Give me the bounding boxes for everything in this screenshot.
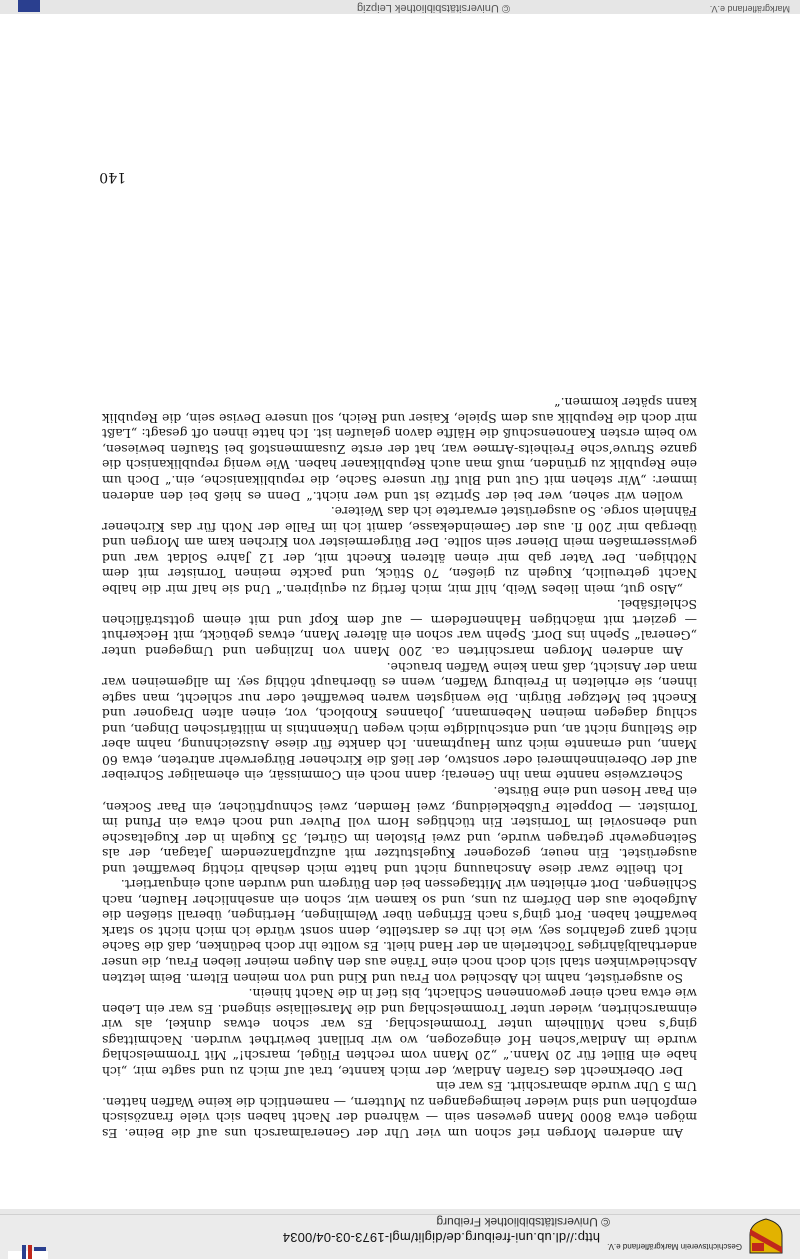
viewer-header bbox=[0, 1209, 800, 1259]
paragraph: Am anderen Morgen rief schon um vier Uhr der Generalmarsch uns auf die Beine. Es mögen etwa 8000 Mann gewesen sein — während der Nacht haben sich viele französisch empfohlen und sind wieder heimgegangen zu Muttern, — namentlich die keine Waffen hatten. Um 5 Uhr wurde abmarschirt. Es war ein bbox=[102, 1079, 697, 1141]
document-url[interactable]: http://dl.ub.uni-freiburg.de/diglit/mgl-1973-03-04/0034 bbox=[282, 1230, 600, 1245]
paragraph: wollen wir sehen, wer bei der Spritze ist und wer nicht.“ Denn es hieß bei den anderen immer: „Wir stehen mit Gut und Blut für unsere Sache, die republikanische, ein.“ Doch um eine Republik zu gründen, muß man auch Republikaner haben. Wie wenig republikanisch die ganze Struve’sche Freiheits-Armee war, hat der erste Zusammenstoß bei Staufen bewiesen, wo beim ersten Kanonenschuß die Hälfte davon gelaufen ist. Ich hatte ihnen oft gesagt: „Laßt mir doch die Republik aus dem Spiele, Kaiser und Reich, soll unsere Devise sein, die Republik kann später kommen.“ bbox=[102, 395, 697, 504]
viewer-footer bbox=[0, 0, 800, 14]
header-bar bbox=[0, 1214, 800, 1259]
library-logo-icon bbox=[8, 1245, 48, 1259]
copyright-text: © Universitätsbibliothek Freiburg bbox=[436, 1215, 610, 1229]
page-number: 140 bbox=[99, 169, 126, 185]
paragraph: „Also gut, mein liebes Weib, hilf mir, mich fertig zu equipiren.“ Und sie half mir die halbe Nacht getreulich, Kugeln zu gießen, 70 Stück, und packte meinen Tornister mit dem Nöthigen. Der Vater gab mir einen älteren Knecht mit, der 12 Jahre Soldat war und gewissermaßen mein Diener sein sollte. Der Bürgermeister von Kirchen kam am Morgen und übergab mir 200 fl. aus der Gemeindekasse, damit ich im Falle der Noth für das Kirchener Fähnlein sorge. So ausgerüstet erwartete ich das Weitere. bbox=[102, 504, 697, 597]
body-text bbox=[102, 395, 697, 1141]
footer-logo-icon bbox=[18, 0, 40, 12]
paragraph: Ich theilte zwar diese Anschauung nicht und hatte mich deshalb richtig bewaffnet und ausgerüstet. Ein neuer, gezogener Kugelstutzer mit aufzupflanzendem Jatagan, der als Seitengewehr getragen wurde, und zwei Pistolen im Gürtel, 35 Kugeln in der Kugeltasche und ebensoviel im Tornister. Ein tüchtiges Horn voll Pulver und noch etwa ein Pfund im Tornister. — Doppelte Fußbekleidung, zwei Hemden, zwei Schnupftücher, ein Paar Socken, ein Paar Hosen und eine Bürste. bbox=[102, 783, 697, 877]
paragraph: So ausgerüstet, nahm ich Abschied von Frau und Kind und von meinen Eltern. Beim letzten Abschiedwinken stahl sich doch noch eine Träne aus den Augen meiner lieben Frau, die unser anderthalbjähriges Töchterlein an der Hand hielt. Es wollte ihr doch bedünken, daß die Sache nicht ganz gefahrlos sey, wie ich ihr es darstellte, denn sonst würde ich mich nicht so stark bewaffnet haben. Fort ging’s nach Efringen über Welmlingen, Hertingen, überall stießen die Aufgebote aus den Dörfern zu uns, und so kamen wir, schon ein ansehnlicher Haufen, nach Schliengen. Dort erhielten wir Mittagessen bei den Bürgern und wurden auch einquartiert. bbox=[102, 877, 697, 986]
footer-society: Markgräflerland e.V. bbox=[709, 4, 790, 14]
footer-copyright: © Universitätsbibliothek Leipzig bbox=[356, 2, 510, 14]
paragraph: Scherzweise nannte man ihn General; dann noch ein Commissär, ein ehemaliger Schreiber auf der Obereinnehmerei oder sonstwo, der ließ die Kirchener Bürgerwehr antreten, etwa 60 Mann, und ernannte mich zum Hauptmann. Ich dankte für diese Auszeichnung, nahm aber die Stellung nicht an, und entschuldigte mich wegen Unkenntnis in militärischen Dingen, und schlug dagegen meinen Nebenmann, Johannes Knobloch, vor, einen alten Dragoner und Knecht bei Metzger Bürgin. Die wenigsten waren bewaffnet oder nur schlecht, man sagte ihnen, sie erhielten in Freiburg Waffen, wenn es überhaupt nöthig sey. Im allgemeinen war man der Ansicht, daß man keine Waffen brauche. bbox=[102, 659, 697, 784]
paragraph: Am anderen Morgen marschirten ca. 200 Mann von Inzlingen und Umgegend unter „General“ Spehn ins Dorf. Spehn war schon ein älterer Mann, etwas gebückt, mit Heckerhut — geziert mit mächtigen Hahnenfedern — auf dem Kopf und mit einem gottsträflichen Schleifsäbel. bbox=[102, 597, 697, 660]
paragraph: Der Oberknecht des Grafen Andlaw, der mich kannte, trat auf mich zu und sagte mir, „ich habe ein Billet für 20 Mann.“ „20 Mann vom rechten Flügel, marsch!“ Mit Trommelschlag wurde im Andlaw’schen Hof eingezogen, wo wir brillant bewirthet wurden. Nachmittags ging’s nach Müllheim unter Trommelschlag. Es war schon etwas dunkel, als wir einmarschirten, wieder unter Trommelschlag und die Marseillaise singend. Es war ein Leben wie etwa nach einer gewonnenen Schlacht, bis tief in die Nacht hinein. bbox=[102, 986, 697, 1079]
society-label: Geschichtsverein Markgräflerland e.V. bbox=[607, 1242, 742, 1251]
coat-of-arms-icon bbox=[748, 1217, 784, 1255]
